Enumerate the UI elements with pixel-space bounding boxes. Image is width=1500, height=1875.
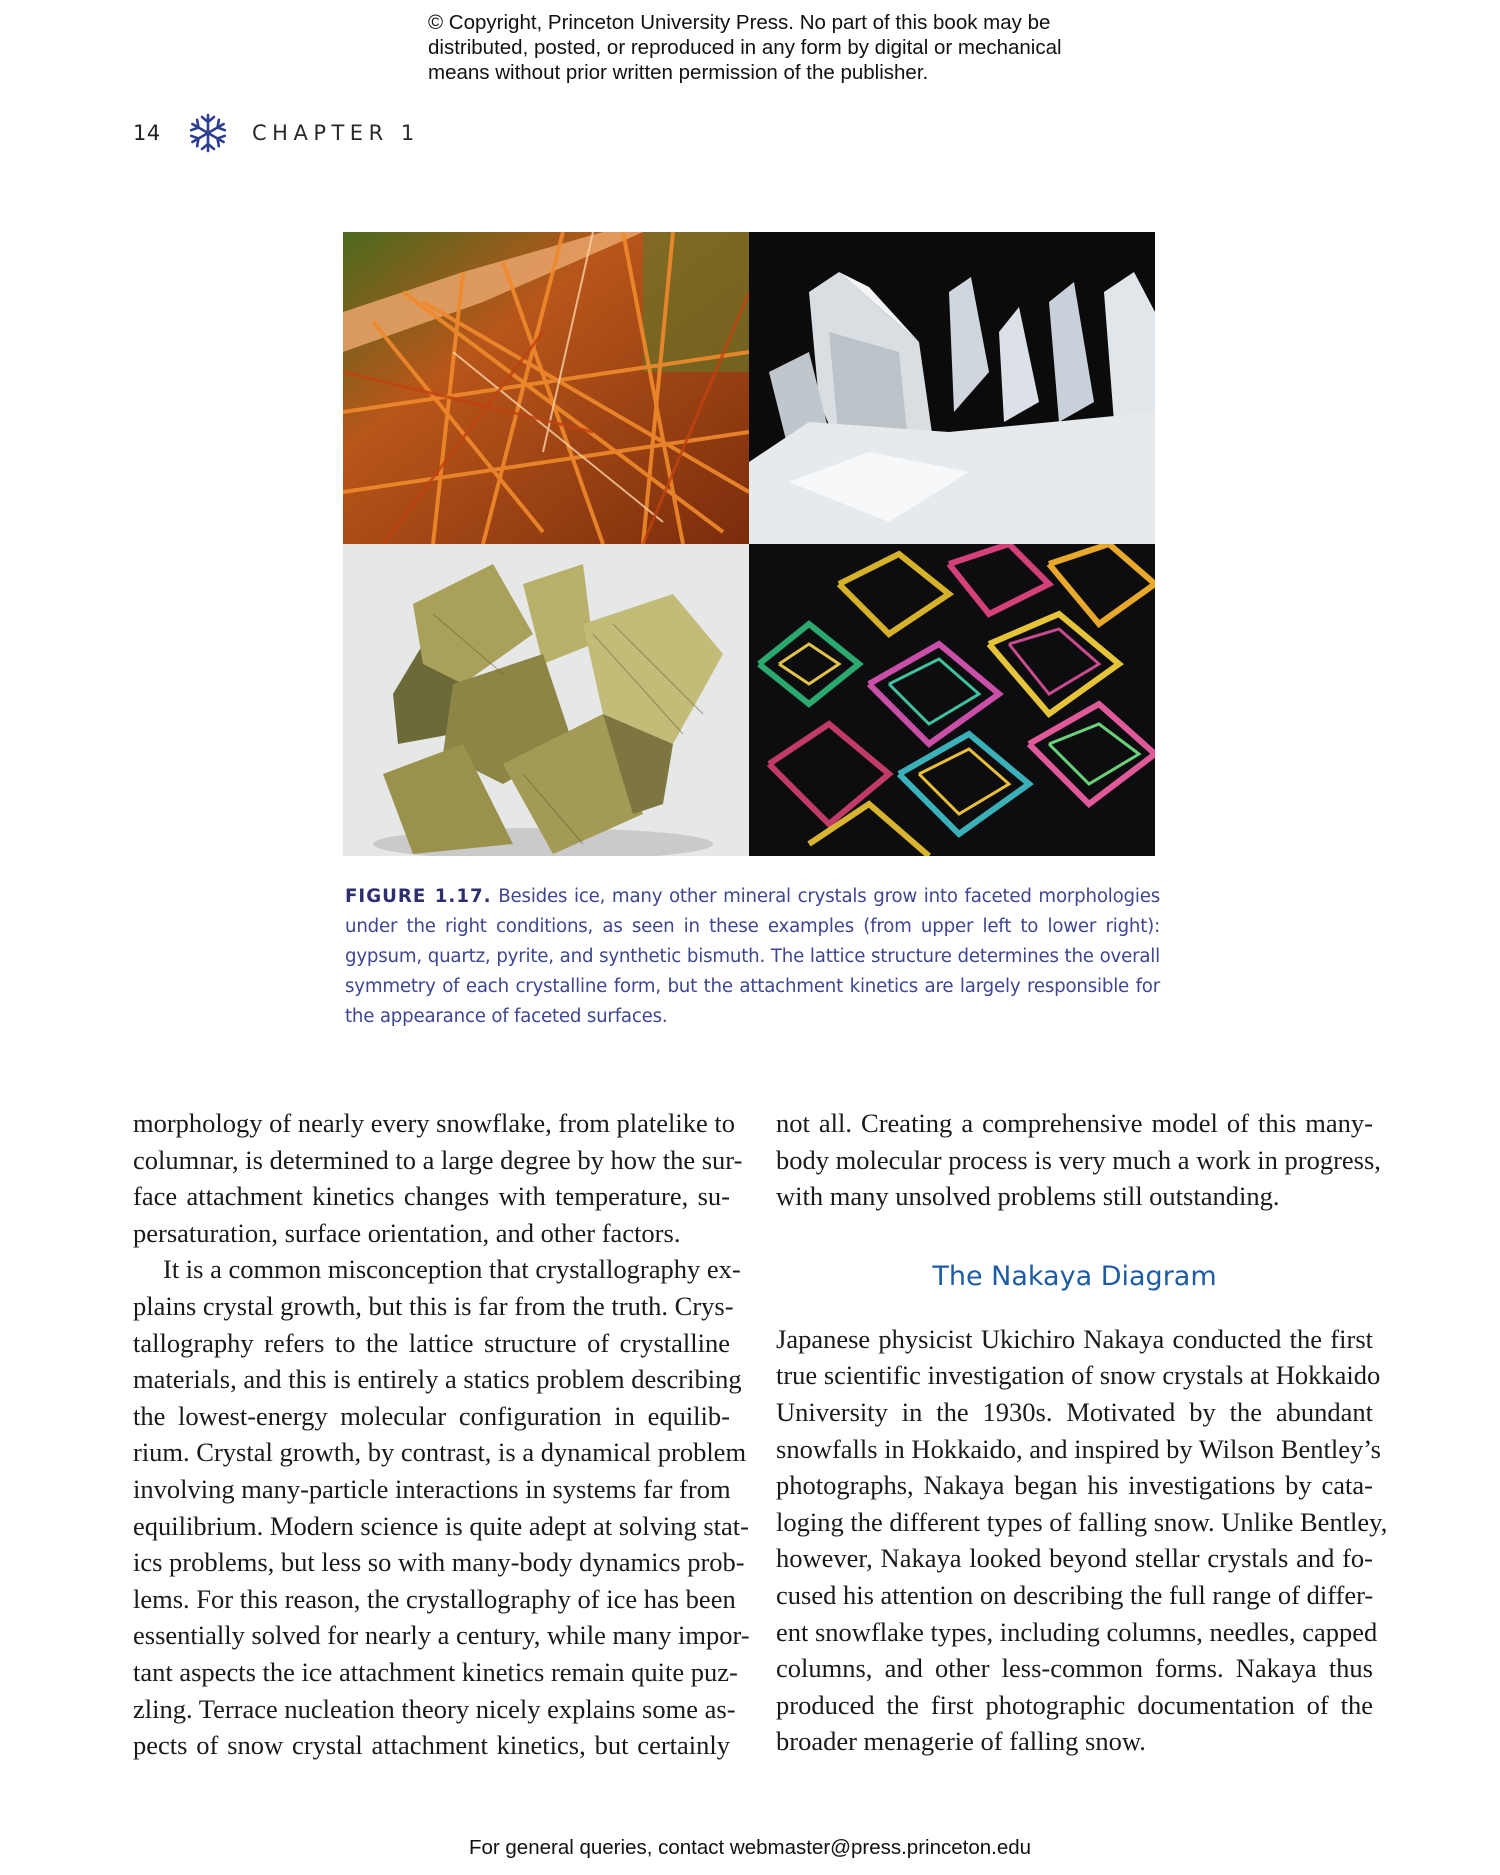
text-line: Japanese physicist Ukichiro Nakaya conducted the first <box>776 1323 1373 1354</box>
figure-caption-text: Besides ice, many other mineral crystals grow into faceted morphologies under the right conditions, as seen in these examples (from upper left to lower right): gypsum, quartz, pyrite, and synthetic bismuth. The lattice structure determines the overall symmetry of each crystalline form, but the attachment kinetics are largely responsible for the appearance of faceted surfaces. <box>345 886 1160 1027</box>
photo-gypsum <box>343 232 749 544</box>
text-line: the lowest-energy molecular configuration in equilib- <box>133 1400 730 1431</box>
text-line: photographs, Nakaya began his investigations by cata- <box>776 1470 1373 1501</box>
section-heading: The Nakaya Diagram <box>932 1260 1217 1292</box>
text-line: involving many-particle interactions in systems far from <box>133 1473 731 1504</box>
text-line: lems. For this reason, the crystallography of ice has been <box>133 1583 736 1614</box>
body-paragraph <box>133 1105 743 1251</box>
text-line: loging the different types of falling snow. Unlike Bentley, <box>776 1506 1388 1537</box>
text-line: cused his attention on describing the full range of differ- <box>776 1579 1374 1610</box>
copyright-notice <box>428 10 1128 85</box>
body-paragraph <box>133 1251 750 1763</box>
photo-quartz <box>749 232 1155 544</box>
text-line: tallography refers to the lattice structure of crystalline <box>133 1327 730 1358</box>
text-line: equilibrium. Modern science is quite adept at solving stat- <box>133 1510 749 1541</box>
photo-pyrite <box>343 544 749 856</box>
text-line: columns, and other less-common forms. Nakaya thus <box>776 1653 1373 1684</box>
footer-contact: For general queries, contact webmaster@press.princeton.edu <box>468 1836 1032 1859</box>
text-line: however, Nakaya looked beyond stellar crystals and fo- <box>776 1543 1373 1574</box>
text-line: rium. Crystal growth, by contrast, is a dynamical problem <box>133 1437 747 1468</box>
figure-label: FIGURE 1.17. <box>345 886 492 907</box>
snowflake-icon <box>188 113 228 153</box>
text-line: ics problems, but less so with many-body dynamics prob- <box>133 1547 745 1578</box>
text-line: not all. Creating a comprehensive model of this many- <box>776 1108 1373 1138</box>
text-line: face attachment kinetics changes with temperature, su- <box>133 1181 730 1212</box>
text-line: pects of snow crystal attachment kinetics, but certainly <box>133 1730 730 1761</box>
text-line: tant aspects the ice attachment kinetics remain quite puz- <box>133 1656 738 1687</box>
body-paragraph <box>776 1105 1381 1215</box>
copyright-line: © Copyright, Princeton University Press. No part of this book may be <box>428 11 1051 34</box>
figure-1-17-image-grid <box>343 232 1155 856</box>
text-line: University in the 1930s. Motivated by the abundant <box>776 1396 1373 1427</box>
running-head <box>133 115 420 151</box>
text-line: zling. Terrace nucleation theory nicely explains some as- <box>133 1693 736 1724</box>
body-column-left <box>133 1105 750 1764</box>
text-line: produced the first photographic documentation of the <box>776 1689 1373 1720</box>
copyright-line: distributed, posted, or reproduced in any form by digital or mechanical <box>428 36 1062 59</box>
text-line: snowfalls in Hokkaido, and inspired by Wilson Bentley’s <box>776 1433 1381 1464</box>
body-paragraph <box>776 1321 1388 1760</box>
text-line: with many unsolved problems still outstanding. <box>776 1181 1280 1212</box>
text-line: It is a common misconception that crystallography ex- <box>163 1254 741 1285</box>
text-line: ent snowflake types, including columns, needles, capped <box>776 1616 1378 1647</box>
text-line: materials, and this is entirely a statics problem describing <box>133 1364 742 1395</box>
text-line: plains crystal growth, but this is far from the truth. Crys- <box>133 1290 734 1321</box>
text-line: true scientific investigation of snow crystals at Hokkaido <box>776 1360 1381 1391</box>
text-line: broader menagerie of falling snow. <box>776 1726 1146 1757</box>
text-line: essentially solved for nearly a century, while many impor- <box>133 1620 750 1651</box>
text-line: body molecular process is very much a work in progress, <box>776 1144 1381 1175</box>
text-line: columnar, is determined to a large degree by how the sur- <box>133 1144 743 1175</box>
photo-bismuth <box>749 544 1155 856</box>
text-line: morphology of nearly every snowflake, from platelike to <box>133 1108 735 1138</box>
chapter-label: CHAPTER 1 <box>252 121 420 145</box>
text-line: persaturation, surface orientation, and other factors. <box>133 1217 681 1248</box>
body-column-right <box>776 1105 1388 1760</box>
page-number: 14 <box>133 121 161 145</box>
figure-caption <box>345 882 1160 1032</box>
copyright-line: means without prior written permission of the publisher. <box>428 61 929 84</box>
